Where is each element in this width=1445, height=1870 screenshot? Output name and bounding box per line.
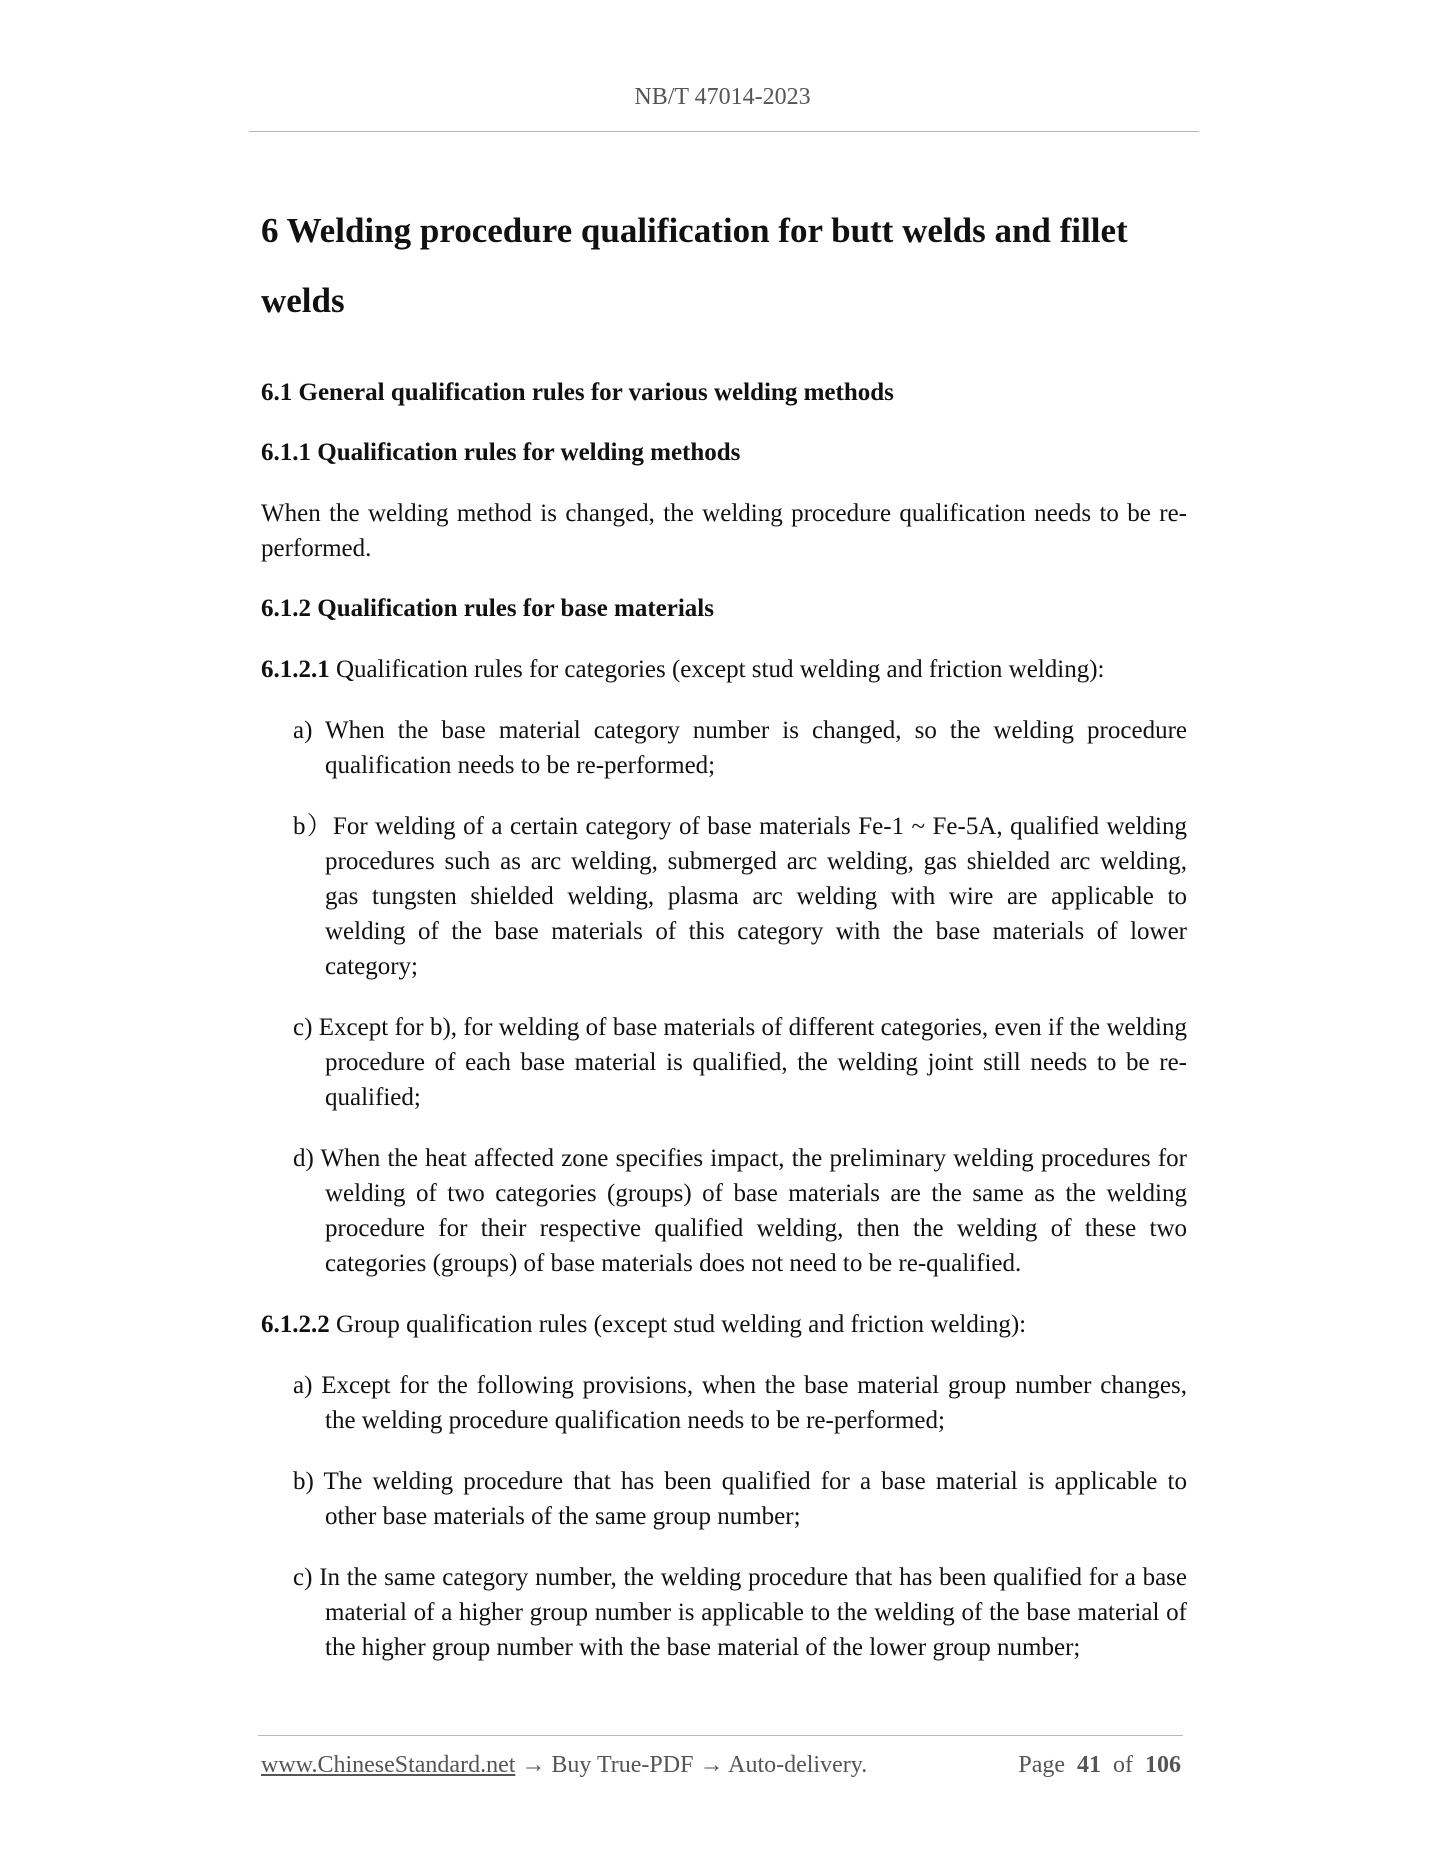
section-6-1-1-text: When the welding method is changed, the welding procedure qualification needs to be re-performed. [261, 500, 1187, 562]
clause-text: Group qualification rules (except stud welding and friction welding): [329, 1311, 1027, 1338]
promo-text: → Buy True-PDF → Auto-delivery. [515, 1752, 868, 1778]
of-label: of [1113, 1752, 1133, 1778]
footer-divider [258, 1735, 1183, 1736]
clause-6-1-2-2 [261, 1307, 1187, 1342]
clause-6-1-2-1 [261, 652, 1187, 687]
list-item: b) The welding procedure that has been qualified for a base material is applicable to other base materials of the same group number; [293, 1468, 1187, 1530]
list-item: b）For welding of a certain category of base materials Fe-1 ~ Fe-5A, qualified welding procedures such as arc welding, submerged arc welding, gas shielded arc welding, gas tungsten shielded welding, plasma arc welding with wire are applicable to welding of the base materials of this category with the base materials of lower category; [293, 813, 1187, 980]
list-item: c) In the same category number, the welding procedure that has been qualified for a base material of a higher group number is applicable to the welding of the base material of the higher group number with the base material of the lower group number; [293, 1564, 1187, 1661]
header-divider [249, 131, 1199, 132]
chapter-title: 6 Welding procedure qualification for butt welds and fillet welds [261, 211, 1128, 320]
section-6-1-1-heading: 6.1.1 Qualification rules for welding methods [261, 439, 741, 466]
footer-promo [261, 1752, 867, 1779]
page-content [261, 196, 1187, 1665]
clause-6-1-2-2-list [261, 1368, 1187, 1665]
list-item: d) When the heat affected zone specifies impact, the preliminary welding procedures for welding of two categories (groups) of base materials are the same as the welding procedure for their respective qualified welding, then the welding of these two categories (groups) of base materials does not need to be re-qualified. [293, 1145, 1187, 1277]
page-indicator [1018, 1752, 1181, 1779]
list-item: a) Except for the following provisions, when the base material group number changes, the welding procedure qualification needs to be re-performed; [293, 1372, 1187, 1434]
section-6-1-2-heading: 6.1.2 Qualification rules for base materials [261, 595, 714, 622]
clause-text: Qualification rules for categories (except stud welding and friction welding): [329, 656, 1105, 683]
site-link[interactable]: www.ChineseStandard.net [261, 1752, 516, 1778]
page-label: Page [1018, 1752, 1065, 1778]
clause-number: 6.1.2.1 [261, 656, 330, 683]
total-pages: 106 [1145, 1752, 1181, 1778]
page-number: 41 [1077, 1752, 1101, 1778]
section-6-1-heading: 6.1 General qualification rules for various welding methods [261, 379, 894, 406]
list-item: a) When the base material category number is changed, so the welding procedure qualification needs to be re-performed; [293, 717, 1187, 779]
list-item: c) Except for b), for welding of base materials of different categories, even if the welding procedure of each base material is qualified, the welding joint still needs to be re-qualified; [293, 1014, 1187, 1111]
clause-number: 6.1.2.2 [261, 1311, 330, 1338]
document-code-header: NB/T 47014-2023 [634, 84, 811, 110]
clause-6-1-2-1-list [261, 713, 1187, 1281]
